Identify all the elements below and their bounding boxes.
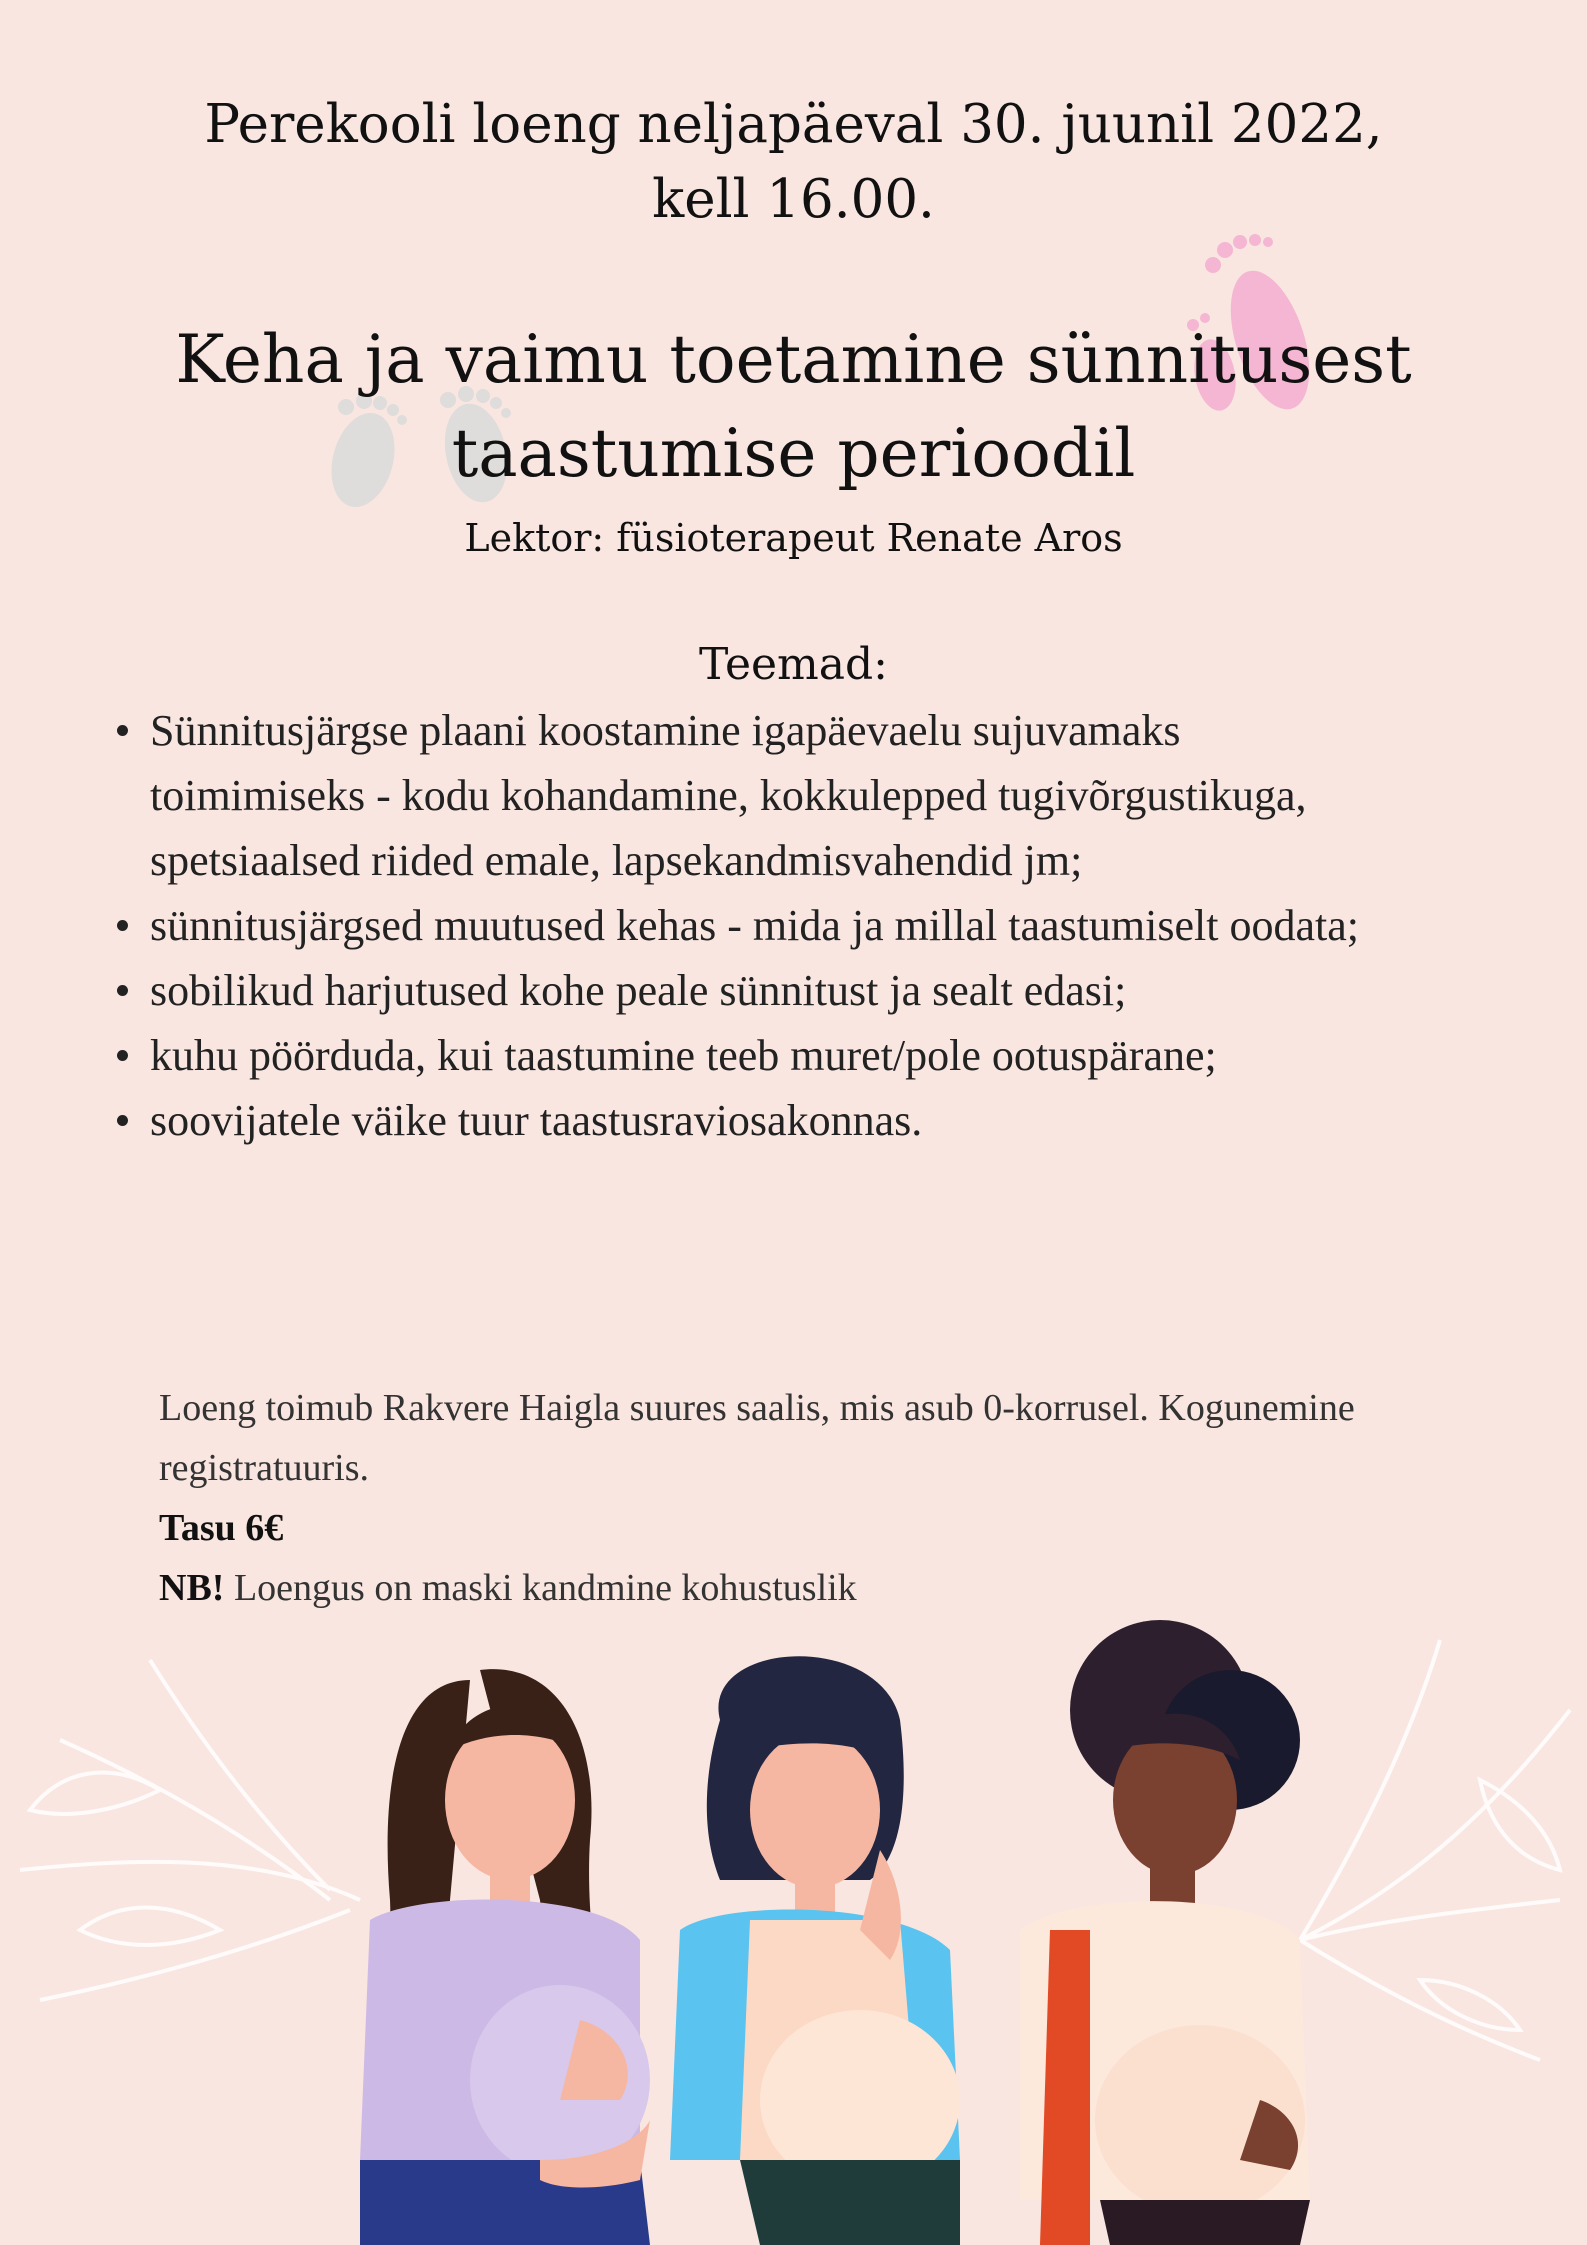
location-text-line2: registratuuris. (159, 1447, 370, 1489)
lecture-title-line1: Keha ja vaimu toetamine sünnitusest (175, 321, 1412, 398)
woman-blue (670, 1656, 960, 2245)
nb-label: NB! (159, 1567, 225, 1609)
info-block (159, 1378, 1579, 1618)
woman-lavender (360, 1669, 650, 2245)
topic-item: soovijatele väike tuur taastusraviosakonnas. (110, 1088, 1587, 1153)
event-date-line: Perekooli loeng neljapäeval 30. juunil 2022, (204, 94, 1383, 155)
event-time-line: kell 16.00. (652, 169, 935, 230)
mask-notice-text: Loengus on maski kandmine kohustuslik (224, 1567, 857, 1609)
topic-item: sünnitusjärgsed muutused kehas - mida ja millal taastumiselt oodata; (110, 893, 1587, 958)
lecture-title-line2: taastumise perioodil (451, 415, 1136, 492)
topic-item: Sünnitusjärgse plaani koostamine igapäevaelu sujuvamaks toimimiseks - kodu kohandamine, kokkulepped tugivõrgustikuga, spetsiaalsed riided emale, lapsekandmisvahendid jm; (110, 698, 1587, 893)
topic-item: sobilikud harjutused kohe peale sünnitust ja sealt edasi; (110, 958, 1587, 1023)
topics-heading: Teemad: (699, 639, 888, 690)
fee-text: Tasu 6€ (159, 1507, 284, 1549)
woman-cream (1020, 1620, 1310, 2245)
pregnant-women-illustration (0, 1600, 1587, 2245)
location-text-line1: Loeng toimub Rakvere Haigla suures saalis, mis asub 0-korrusel. Kogunemine (159, 1387, 1355, 1429)
lecturer: Lektor: füsioterapeut Renate Aros (464, 516, 1123, 560)
topics-list (110, 698, 1587, 1153)
leaf-decoration-left (20, 1660, 360, 2000)
topic-item: kuhu pöörduda, kui taastumine teeb muret/pole ootuspärane; (110, 1023, 1587, 1088)
leaf-decoration-right (1300, 1640, 1570, 2060)
